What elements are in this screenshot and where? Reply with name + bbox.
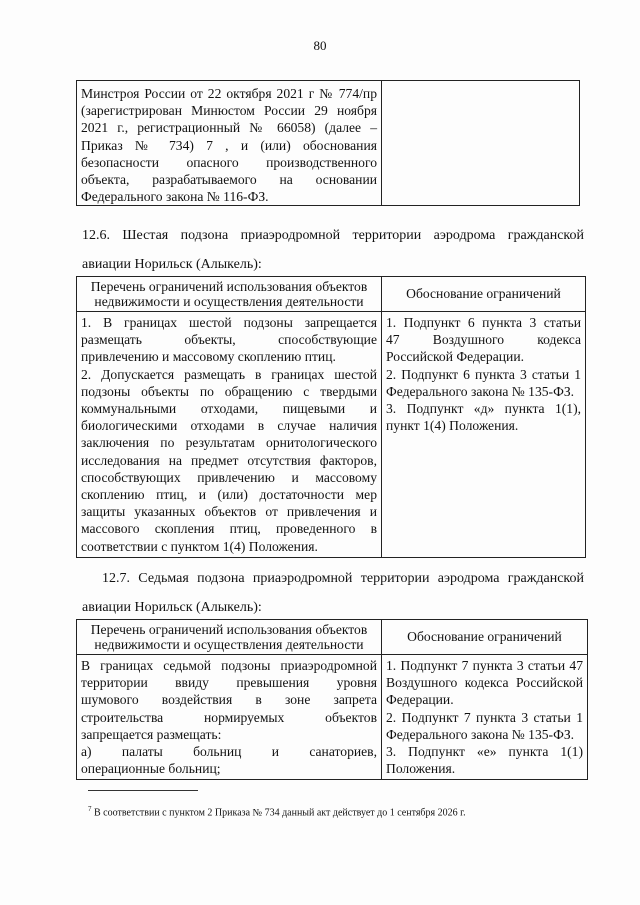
text-line: 2. Допускается размещать в границах шестой [81, 366, 377, 382]
text-line: 1. В границах шестой подзоны запрещается [81, 315, 377, 330]
justification-cell [382, 655, 588, 780]
footnote [88, 805, 568, 818]
text-line: шумового воздействия в зоне запрета [81, 692, 377, 708]
text-line: Минстроя России от 22 октября 2021 г № 774/пр [81, 86, 377, 101]
restrictions-table-12-7 [76, 619, 588, 780]
heading-line: авиации Норильск (Алыкель): [82, 600, 262, 615]
text-line: способствующих привлечению и массовому [81, 469, 377, 485]
text-line: Приказ № 734) 7 , и (или) обоснования [81, 137, 377, 153]
text-line: объекта, разрабатываемого на основании [81, 172, 377, 188]
text-line: запрещается размещать: [81, 726, 222, 742]
text-line: Федерального закона № 135-ФЗ. [386, 383, 575, 399]
footnote-separator [88, 790, 198, 791]
text-line: защиты указанных объектов от привлечения и [81, 504, 377, 520]
text-line: операционные больниц; [81, 761, 221, 777]
text-line: (зарегистрирован Минюстом России 29 ноября [81, 103, 377, 119]
footnote-mark: 7 [88, 805, 92, 813]
text-line: Положения. [386, 761, 456, 777]
text-line: безопасности опасного производственного [81, 154, 377, 170]
text-line: Российской Федерации. [386, 349, 524, 365]
restrictions-table-12-6 [76, 276, 586, 558]
text-line: а) палаты больниц и санаториев, [81, 744, 377, 760]
text-line: 3. Подпункт «е» пункта 1(1) [386, 744, 583, 760]
column-header-restrictions: Перечень ограничений использования объектов недвижимости и осуществления деятельности [77, 620, 382, 655]
text-line: подзоны объекты по обращению с твердыми [81, 383, 377, 399]
section-heading-12-7 [82, 570, 584, 617]
text-line: 1. Подпункт 7 пункта 3 статьи 47 [386, 658, 583, 673]
text-line: В границах седьмой подзоны приаэродромной [81, 658, 377, 673]
text-line: исследования на предмет отсутствия факторов, [81, 452, 377, 468]
text-line: скоплению птиц, и (или) достаточности мер [81, 487, 377, 503]
text-line: биологическими отходами в случае наличия [81, 418, 377, 434]
text-line: 47 Воздушного кодекса [386, 332, 581, 348]
text-line: 2. Подпункт 6 пункта 3 статьи 1 [386, 366, 581, 382]
section-heading-12-6 [82, 227, 584, 274]
heading-line: 12.7. Седьмая подзона приаэродромной территории аэродрома гражданской [102, 571, 584, 586]
continuation-table [76, 80, 580, 206]
page-number: 80 [313, 38, 327, 53]
justification-cell [382, 312, 586, 558]
heading-line: авиации Норильск (Алыкель): [82, 257, 262, 272]
text-line: Федерального закона № 116-ФЗ. [81, 189, 269, 205]
text-line: пункт 1(4) Положения. [386, 418, 519, 434]
text-line: привлечению и массовому скоплению птиц. [81, 349, 336, 365]
text-line: Федерации. [386, 692, 454, 708]
text-line: 2021 г., регистрационный № 66058) (далее – [81, 120, 377, 136]
text-line: массового скопления птиц, проведенного в [81, 521, 377, 537]
text-line: соответствии с пунктом 1(4) Положения. [81, 538, 318, 554]
footnote-text: В соответствии с пунктом 2 Приказа № 734 данный акт действует до 1 сентября 2026 г. [94, 807, 466, 819]
text-line: территории ввиду превышения уровня [81, 675, 377, 691]
text-line: 1. Подпункт 6 пункта 3 статьи [386, 315, 581, 330]
restrictions-cell [77, 312, 382, 558]
text-line: 3. Подпункт «д» пункта 1(1), [386, 401, 581, 417]
continuation-right-cell [382, 81, 580, 206]
text-line: 2. Подпункт 7 пункта 3 статьи 1 [386, 709, 583, 725]
restrictions-cell [77, 655, 382, 780]
column-header-restrictions: Перечень ограничений использования объектов недвижимости и осуществления деятельности [77, 277, 382, 312]
column-header-justification: Обоснование ограничений [382, 620, 588, 655]
text-line: коммунальными отходами, пищевыми и [81, 401, 377, 417]
text-line: Федерального закона № 135-ФЗ. [386, 726, 575, 742]
column-header-justification: Обоснование ограничений [382, 277, 586, 312]
text-line: Воздушного кодекса Российской [386, 675, 583, 691]
text-line: размещать объекты, способствующие [81, 332, 377, 348]
text-line: строительства нормируемых объектов [81, 709, 377, 725]
text-line: заключения по результатам орнитологического [81, 435, 377, 451]
heading-line: 12.6. Шестая подзона приаэродромной территории аэродрома гражданской [82, 228, 584, 243]
continuation-left-cell [77, 81, 382, 206]
